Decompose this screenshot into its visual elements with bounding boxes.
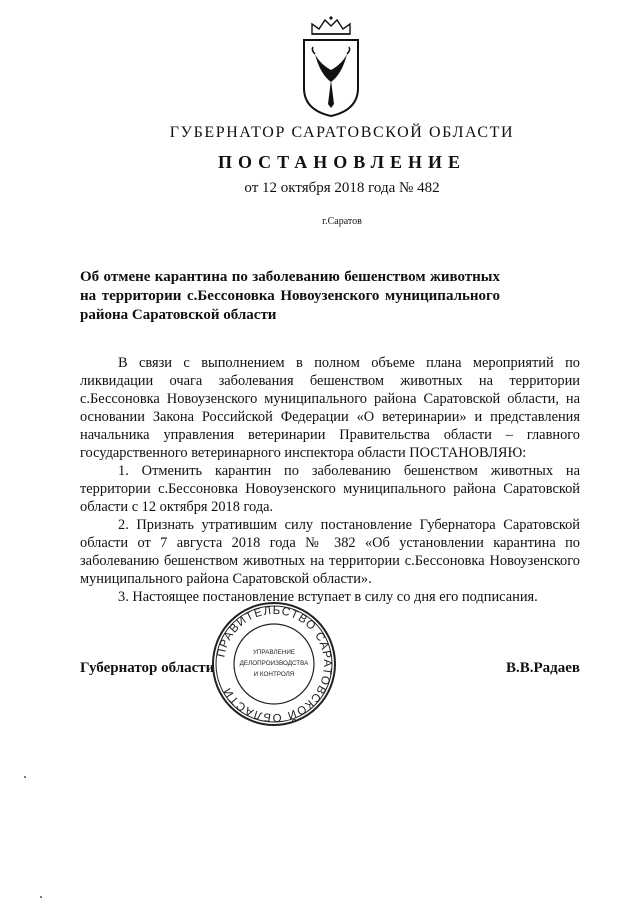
document-body [80, 354, 580, 606]
document-type: ПОСТАНОВЛЕНИЕ [217, 152, 467, 172]
scan-speck [24, 776, 26, 778]
document-subject: Об отмене карантина по заболеванию бешенством животных на территории с.Бессоновка Новоузенского муниципального района Саратовской области [80, 269, 500, 323]
authority-title: ГУБЕРНАТОР САРАТОВСКОЙ ОБЛАСТИ [169, 124, 515, 141]
body-preamble: В связи с выполнением в полном объеме плана мероприятий по ликвидации очага заболевания бешенством животных на территории с.Бессоновка Новоузенского муниципального района Саратовской области, на основании Закона Российской Федерации «О ветеринарии» и представления начальника управления ветеринарии Правительства области – главного государственного ветеринарного инспектора области ПОСТАНОВЛЯЮ: [80, 355, 580, 461]
stamp-outer-text: ПРАВИТЕЛЬСТВО САРАТОВСКОЙ ОБЛАСТИ [215, 604, 334, 724]
stamp-inner-line-3: И КОНТРОЛЯ [253, 671, 295, 678]
document-city: г.Саратов [322, 216, 362, 227]
scan-speck [40, 896, 42, 898]
signatory-name: В.В.Радаев [505, 660, 580, 676]
stamp-inner-line-1: УПРАВЛЕНИЕ [252, 649, 296, 656]
stamp-inner-line-2: ДЕЛОПРОИЗВОДСТВА [239, 660, 309, 667]
signatory-position: Губернатор области [80, 660, 215, 676]
saratov-coat-of-arms-icon [298, 14, 364, 118]
official-stamp [210, 600, 338, 728]
body-item-2: 2. Признать утратившим силу постановление Губернатора Саратовской области от 7 августа 2018 года № 382 «Об установлении карантина по заболеванию бешенством животных на территории с.Бессоновка Новоузенского муниципального района Саратовской области». [80, 517, 580, 587]
body-item-1: 1. Отменить карантин по заболеванию бешенством животных на территории с.Бессоновка Новоузенского муниципального района Саратовской области с 12 октября 2018 года. [80, 463, 580, 515]
document-date-number: от 12 октября 2018 года № 482 [244, 180, 440, 196]
body-item-3: 3. Настоящее постановление вступает в силу со дня его подписания. [118, 589, 538, 605]
